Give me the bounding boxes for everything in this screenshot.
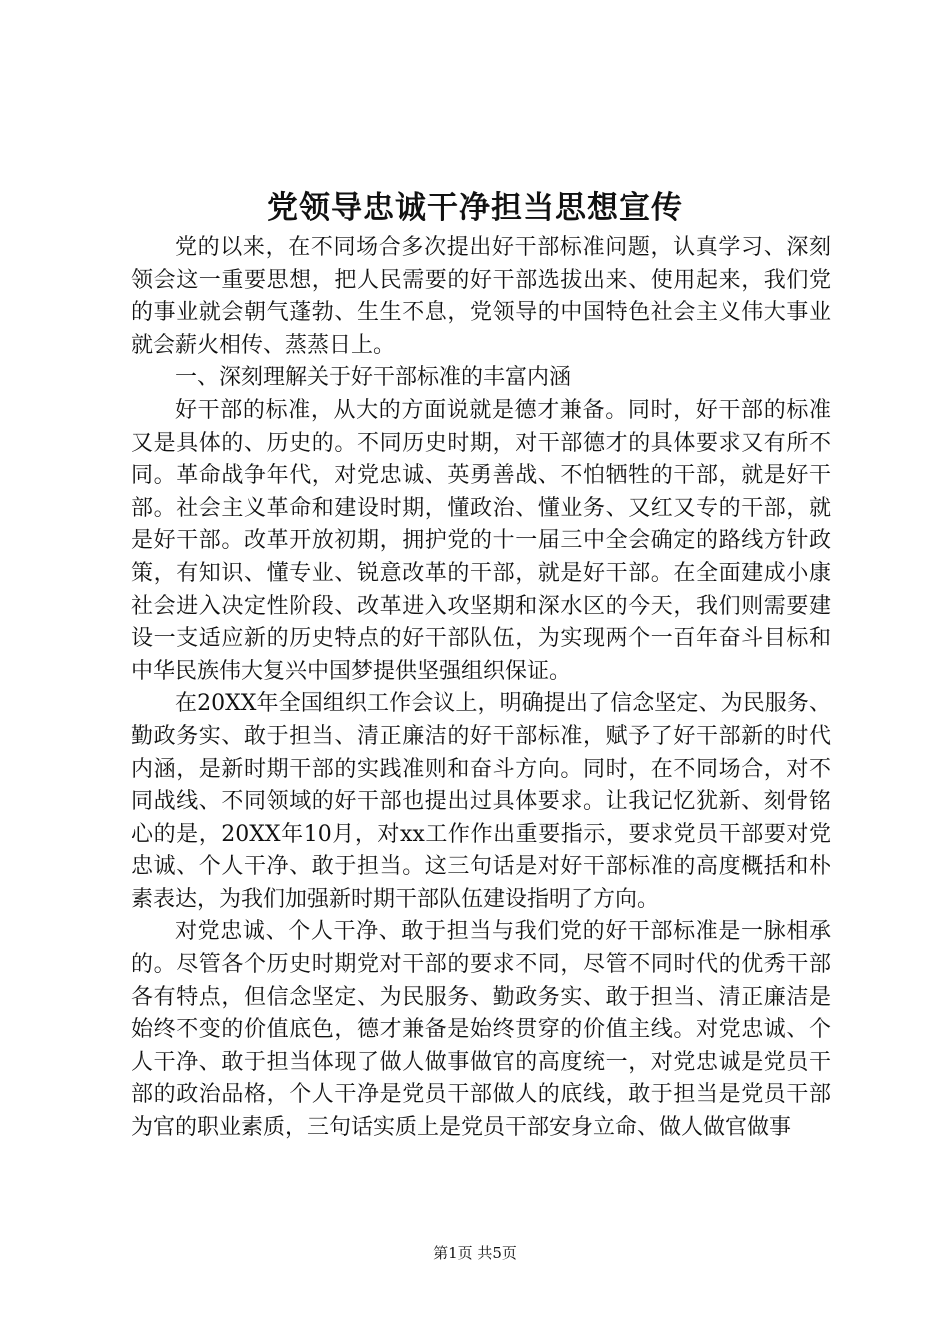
body-paragraph-3: 在20XX年全国组织工作会议上，明确提出了信念坚定、为民服务、勤政务实、敢于担当、清正廉洁的好干部标准，赋予了好干部新的时代内涵，是新时期干部的实践准则和奋斗方向。同时，在不同场合，对不同战线、不同领域的好干部也提出过具体要求。让我记忆犹新、刻骨铭心的是，20XX年10月，对xx工作作出重要指示，要求党员干部要对党忠诚、个人干净、敢于担当。这三句话是对好干部标准的高度概括和朴素表达，为我们加强新时期干部队伍建设指明了方向。 [131, 691, 831, 912]
body-paragraph-1: 党的以来，在不同场合多次提出好干部标准问题，认真学习、深刻领会这一重要思想，把人民需要的好干部选拔出来、使用起来，我们党的事业就会朝气蓬勃、生生不息，党领导的中国特色社会主义伟大事业就会薪火相传、蒸蒸日上。 [131, 235, 831, 358]
document-title: 党领导忠诚干净担当思想宣传 [267, 190, 683, 226]
page-number-footer: 第1页 共5页 [433, 1244, 517, 1262]
body-paragraph-2: 好干部的标准，从大的方面说就是德才兼备。同时，好干部的标准又是具体的、历史的。不同历史时期，对干部德才的具体要求又有所不同。革命战争年代，对党忠诚、英勇善战、不怕牺牲的干部，就是好干部。社会主义革命和建设时期，懂政治、懂业务、又红又专的干部，就是好干部。改革开放初期，拥护党的十一届三中全会确定的路线方针政策，有知识、懂专业、锐意改革的干部，就是好干部。在全面建成小康社会进入决定性阶段、改革进入攻坚期和深水区的今天，我们则需要建设一支适应新的历史特点的好干部队伍，为实现两个一百年奋斗目标和中华民族伟大复兴中国梦提供坚强组织保证。 [131, 397, 831, 684]
document-body [131, 232, 831, 1145]
body-paragraph-4: 对党忠诚、个人干净、敢于担当与我们党的好干部标准是一脉相承的。尽管各个历史时期党对干部的要求不同，尽管不同时代的优秀干部各有特点，但信念坚定、为民服务、勤政务实、敢于担当、清正廉洁是始终不变的价值底色，德才兼备是始终贯穿的价值主线。对党忠诚、个人干净、敢于担当体现了做人做事做官的高度统一，对党忠诚是党员干部的政治品格，个人干净是党员干部做人的底线，敢于担当是党员干部为官的职业素质，三句话实质上是党员干部安身立命、做人做官做事 [131, 919, 831, 1141]
section-heading-1: 一、深刻理解关于好干部标准的丰富内涵 [175, 365, 572, 391]
